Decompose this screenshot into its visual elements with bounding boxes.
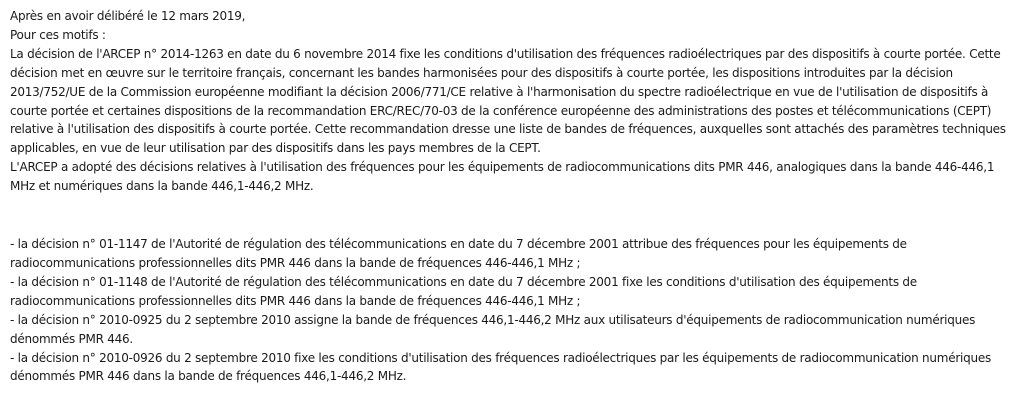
list-item: [10, 349, 1011, 387]
list-item-line: - la décision n° 2010-0926 du 2 septembre 2010 fixe les conditions d'utilisation des fréquences radioélectriques par les équipements de radiocommunication numériques: [10, 350, 991, 365]
motifs-heading: Pour ces motifs :: [10, 27, 106, 42]
paragraph-arcep-decision: [10, 45, 1011, 158]
list-item-line: - la décision n° 01-1147 de l'Autorité de régulation des télécommunications en date du 7 décembre 2001 attribue des fréquences pour les équipements de: [10, 237, 907, 252]
paragraph-pmr446: [10, 158, 1011, 196]
paragraph-line: décision met en œuvre sur le territoire français, concernant les bandes harmonisées pour des dispositifs à courte portée, les dispositions introduites par la décision: [10, 65, 953, 80]
paragraph-line: MHz et numériques dans la bande 446,1-446,2 MHz.: [10, 179, 314, 194]
deliberation-date-line: Après en avoir délibéré le 12 mars 2019,: [10, 9, 246, 23]
intro-block: [10, 7, 1011, 45]
paragraph-line: applicables, en vue de leur utilisation par des dispositifs dans les pays membres de la CEPT.: [10, 141, 541, 156]
list-item-line: - la décision n° 01-1148 de l'Autorité de régulation des télécommunications en date du 7 décembre 2001 fixe les conditions d'utilisation des équipements de: [10, 274, 917, 289]
paragraph-line: relative à l'utilisation des dispositifs à courte portée. Cette recommandation dresse une liste de bandes de fréquences, auxquelles sont attachés des paramètres techniques: [10, 122, 1006, 137]
list-item: [10, 311, 1011, 349]
decision-list: [10, 235, 1011, 386]
list-item-line: dénommés PMR 446 dans la bande de fréquences 446,1-446,2 MHz.: [10, 369, 407, 384]
list-item-line: - la décision n° 2010-0925 du 2 septembre 2010 assigne la bande de fréquences 446,1-446,2 MHz aux utilisateurs d'équipements de radiocommunication numériques: [10, 312, 976, 327]
paragraph-line: L'ARCEP a adopté des décisions relatives à l'utilisation des fréquences pour les équipements de radiocommunications dits PMR 446, analogiques dans la bande 446-446,1: [10, 160, 995, 175]
list-item-line: radiocommunications professionnelles dits PMR 446 dans la bande de fréquences 446-446,1 MHz ;: [10, 293, 581, 308]
list-item: [10, 235, 1011, 273]
paragraph-line: La décision de l'ARCEP n° 2014-1263 en date du 6 novembre 2014 fixe les conditions d'utilisation des fréquences radioélectriques par des dispositifs à courte portée. Cette: [10, 46, 1001, 61]
list-item-line: radiocommunications professionnelles dits PMR 446 dans la bande de fréquences 446-446,1 MHz ;: [10, 255, 581, 270]
paragraph-line: courte portée et certaines dispositions de la recommandation ERC/REC/70-03 de la conférence européenne des administrations des postes et télécommunications (CEPT): [10, 103, 992, 118]
blank-spacer: [10, 196, 1011, 235]
paragraph-line: 2013/752/UE de la Commission européenne modifiant la décision 2006/771/CE relative à l'harmonisation du spectre radioélectrique en vue de l'utilisation de dispositifs à: [10, 84, 989, 99]
list-item-line: dénommés PMR 446.: [10, 331, 133, 346]
list-item: [10, 273, 1011, 311]
